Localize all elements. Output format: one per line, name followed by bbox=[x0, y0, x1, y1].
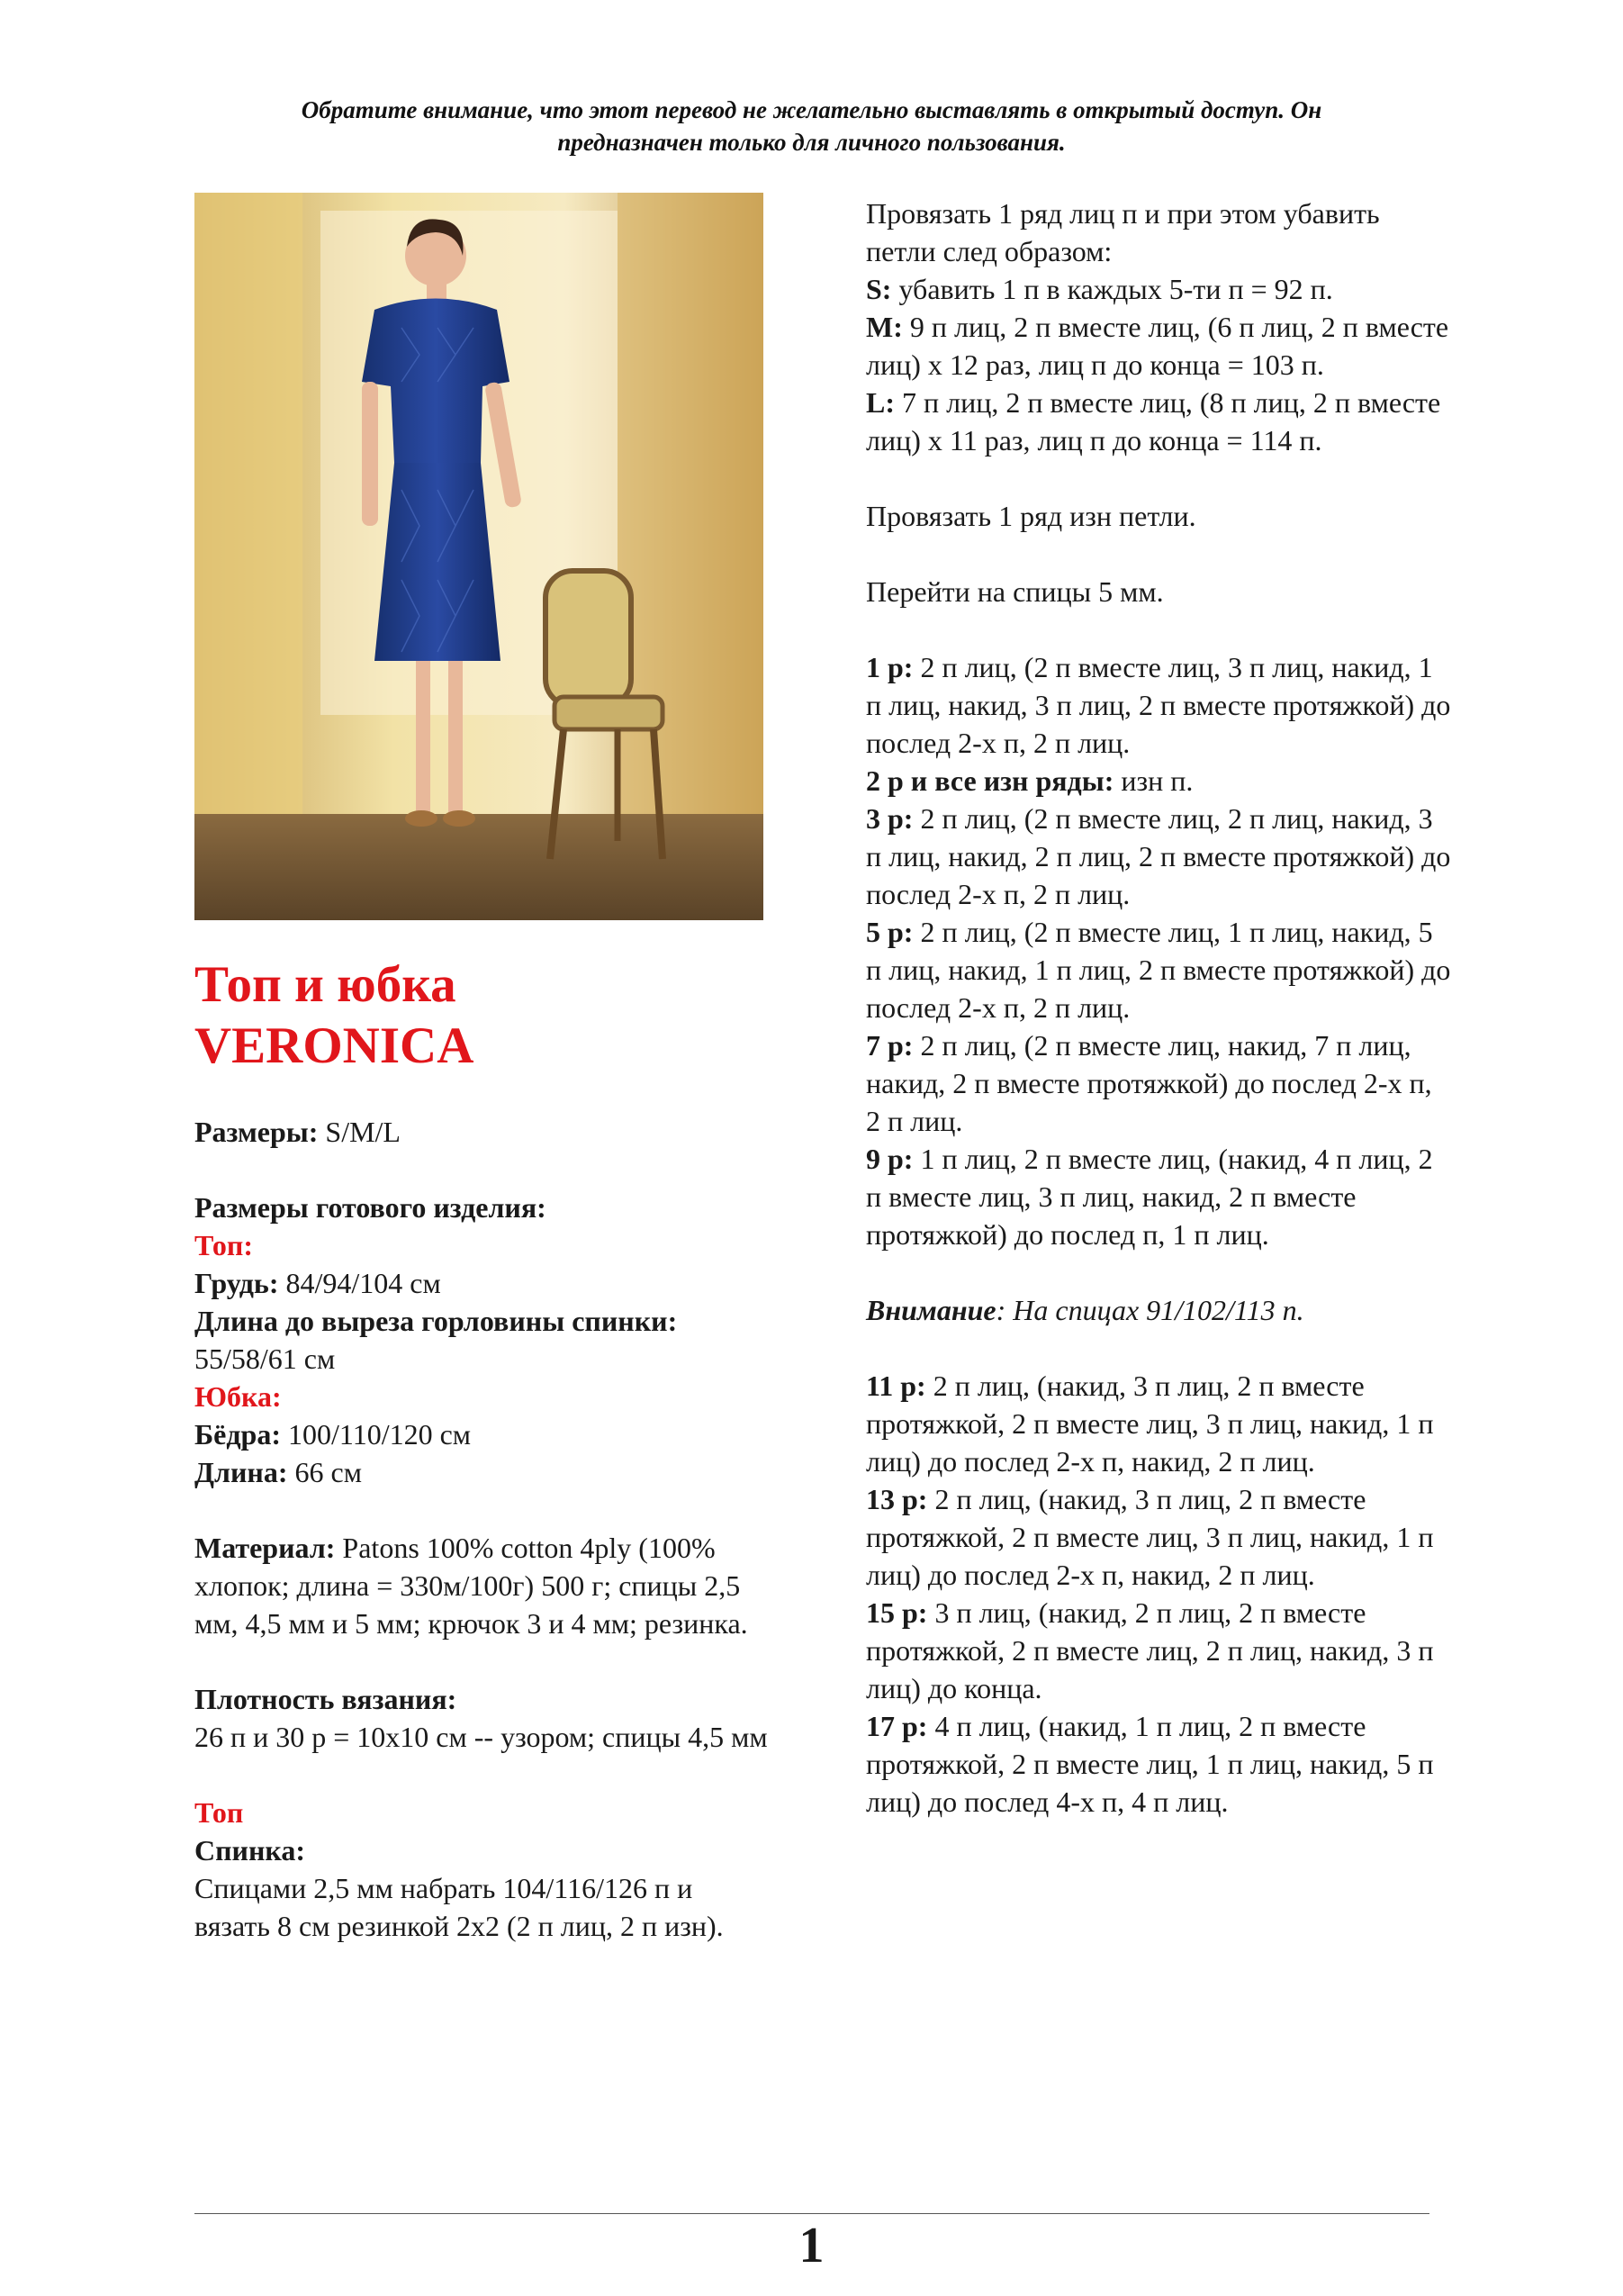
row-2-value: изн п. bbox=[1114, 764, 1194, 797]
attention-value: : На спицах 91/102/113 п. bbox=[996, 1294, 1304, 1326]
back-value: Спицами 2,5 мм набрать 104/116/126 п и вязать 8 см резинкой 2х2 (2 п лиц, 2 п изн). bbox=[194, 1872, 724, 1942]
row-1-value: 2 п лиц, (2 п вместе лиц, 3 п лиц, накид, 1 п лиц, накид, 3 п лиц, 2 п вместе протяжкой) до послед 2-х п, 2 п лиц. bbox=[866, 651, 1451, 759]
top-heading: Топ: bbox=[194, 1229, 253, 1261]
row-7-value: 2 п лиц, (2 п вместе лиц, накид, 7 п лиц, накид, 2 п вместе протяжкой) до послед 2-х п, 2 п лиц. bbox=[866, 1029, 1432, 1137]
length-value: 66 см bbox=[287, 1456, 362, 1488]
size-l-value: 7 п лиц, 2 п вместе лиц, (8 п лиц, 2 п вместе лиц) х 11 раз, лиц п до конца = 114 п. bbox=[866, 386, 1441, 456]
attention-label: Внимание bbox=[866, 1294, 996, 1326]
size-s-line bbox=[866, 270, 1451, 308]
length-line bbox=[194, 1453, 771, 1491]
row-3-label: 3 р: bbox=[866, 802, 914, 835]
chest-label: Грудь: bbox=[194, 1267, 279, 1299]
row-17-label: 17 р: bbox=[866, 1710, 928, 1742]
back-length-value: 55/58/61 см bbox=[194, 1342, 336, 1375]
back-length-label: Длина до выреза горловины спинки: bbox=[194, 1305, 678, 1337]
left-column bbox=[194, 954, 771, 1945]
model-photo bbox=[194, 193, 763, 920]
row-15-value: 3 п лиц, (накид, 2 п лиц, 2 п вместе протяжкой, 2 п вместе лиц, 2 п лиц, накид, 3 п лиц) до конца. bbox=[866, 1596, 1434, 1704]
row-17 bbox=[866, 1707, 1451, 1821]
row-5-value: 2 п лиц, (2 п вместе лиц, 1 п лиц, накид, 5 п лиц, накид, 1 п лиц, 2 п вместе протяжкой) до послед 2-х п, 2 п лиц. bbox=[866, 916, 1451, 1024]
hips-label: Бёдра: bbox=[194, 1418, 281, 1451]
skirt-heading: Юбка: bbox=[194, 1380, 282, 1413]
row-7-label: 7 р: bbox=[866, 1029, 914, 1062]
gauge-value: 26 п и 30 р = 10х10 см -- узором; спицы 4,5 мм bbox=[194, 1721, 768, 1753]
attention-note bbox=[866, 1291, 1451, 1329]
row-9-label: 9 р: bbox=[866, 1143, 914, 1175]
size-l-line bbox=[866, 384, 1451, 459]
row-11-value: 2 п лиц, (накид, 3 п лиц, 2 п вместе протяжкой, 2 п вместе лиц, 3 п лиц, накид, 1 п лиц) до послед 2-х п, накид, 2 п лиц. bbox=[866, 1369, 1434, 1478]
row-15 bbox=[866, 1594, 1451, 1707]
pattern-title bbox=[194, 954, 771, 1077]
top-section-heading: Топ bbox=[194, 1796, 244, 1829]
material-paragraph bbox=[194, 1529, 771, 1642]
finished-heading: Размеры готового изделия: bbox=[194, 1191, 546, 1224]
material-value: Patons 100% cotton 4ply (100% хлопок; длина = 330м/100г) 500 г; спицы 2,5 мм, 4,5 мм и 5 мм; крючок 3 и 4 мм; резинка. bbox=[194, 1532, 748, 1640]
row-2 bbox=[866, 762, 1451, 800]
row-9 bbox=[866, 1140, 1451, 1253]
gauge-label: Плотность вязания: bbox=[194, 1683, 457, 1715]
row-15-label: 15 р: bbox=[866, 1596, 928, 1629]
page-number: 1 bbox=[798, 2218, 825, 2273]
hips-value: 100/110/120 см bbox=[281, 1418, 472, 1451]
right-column bbox=[866, 194, 1451, 1821]
row-17-value: 4 п лиц, (накид, 1 п лиц, 2 п вместе протяжкой, 2 п вместе лиц, 1 п лиц, накид, 5 п лиц) до послед 4-х п, 4 п лиц. bbox=[866, 1710, 1434, 1818]
row-13-label: 13 р: bbox=[866, 1483, 928, 1515]
size-s-label: S: bbox=[866, 273, 892, 305]
chest-line bbox=[194, 1264, 771, 1302]
privacy-notice-line1: Обратите внимание, что этот перевод не желательно выставлять в открытый доступ. Он bbox=[301, 96, 1322, 123]
row-11-label: 11 р: bbox=[866, 1369, 926, 1402]
row-5-label: 5 р: bbox=[866, 916, 914, 948]
title-line1: Топ и юбка bbox=[194, 956, 456, 1013]
privacy-notice-line2: предназначен только для личного пользования. bbox=[557, 129, 1066, 156]
sizes-value: S/M/L bbox=[318, 1116, 401, 1148]
row-9-value: 1 п лиц, 2 п вместе лиц, (накид, 4 п лиц, 2 п вместе лиц, 3 п лиц, накид, 2 п вместе протяжкой) до послед п, 1 п лиц. bbox=[866, 1143, 1433, 1251]
size-l-label: L: bbox=[866, 386, 895, 419]
row-3 bbox=[866, 800, 1451, 913]
sizes-label: Размеры: bbox=[194, 1116, 319, 1148]
row-13-value: 2 п лиц, (накид, 3 п лиц, 2 п вместе протяжкой, 2 п вместе лиц, 3 п лиц, накид, 1 п лиц) до послед 2-х п, накид, 2 п лиц. bbox=[866, 1483, 1434, 1591]
intro-paragraph: Провязать 1 ряд лиц п и при этом убавить петли след образом: bbox=[866, 197, 1380, 267]
length-label: Длина: bbox=[194, 1456, 288, 1488]
sizes-line bbox=[194, 1113, 771, 1151]
row-7 bbox=[866, 1026, 1451, 1140]
footer-divider bbox=[194, 2213, 1429, 2214]
back-label: Спинка: bbox=[194, 1834, 306, 1867]
row-3-value: 2 п лиц, (2 п вместе лиц, 2 п лиц, накид, 3 п лиц, накид, 2 п лиц, 2 п вместе протяжкой) до послед 2-х п, 2 п лиц. bbox=[866, 802, 1451, 910]
privacy-notice bbox=[162, 94, 1461, 158]
size-s-value: убавить 1 п в каждых 5-ти п = 92 п. bbox=[891, 273, 1333, 305]
size-m-value: 9 п лиц, 2 п вместе лиц, (6 п лиц, 2 п вместе лиц) х 12 раз, лиц п до конца = 103 п. bbox=[866, 311, 1449, 381]
material-label: Материал: bbox=[194, 1532, 336, 1564]
row-2-label: 2 р и все изн ряды: bbox=[866, 764, 1114, 797]
purl-row-line: Провязать 1 ряд изн петли. bbox=[866, 500, 1196, 532]
row-13 bbox=[866, 1480, 1451, 1594]
row-1-label: 1 р: bbox=[866, 651, 914, 683]
needles-line: Перейти на спицы 5 мм. bbox=[866, 575, 1164, 608]
chest-value: 84/94/104 см bbox=[278, 1267, 441, 1299]
row-5 bbox=[866, 913, 1451, 1026]
hips-line bbox=[194, 1415, 771, 1453]
size-m-label: M: bbox=[866, 311, 903, 343]
title-line2: VERONICA bbox=[194, 1017, 474, 1074]
size-m-line bbox=[866, 308, 1451, 384]
row-1 bbox=[866, 648, 1451, 762]
row-11 bbox=[866, 1367, 1451, 1480]
